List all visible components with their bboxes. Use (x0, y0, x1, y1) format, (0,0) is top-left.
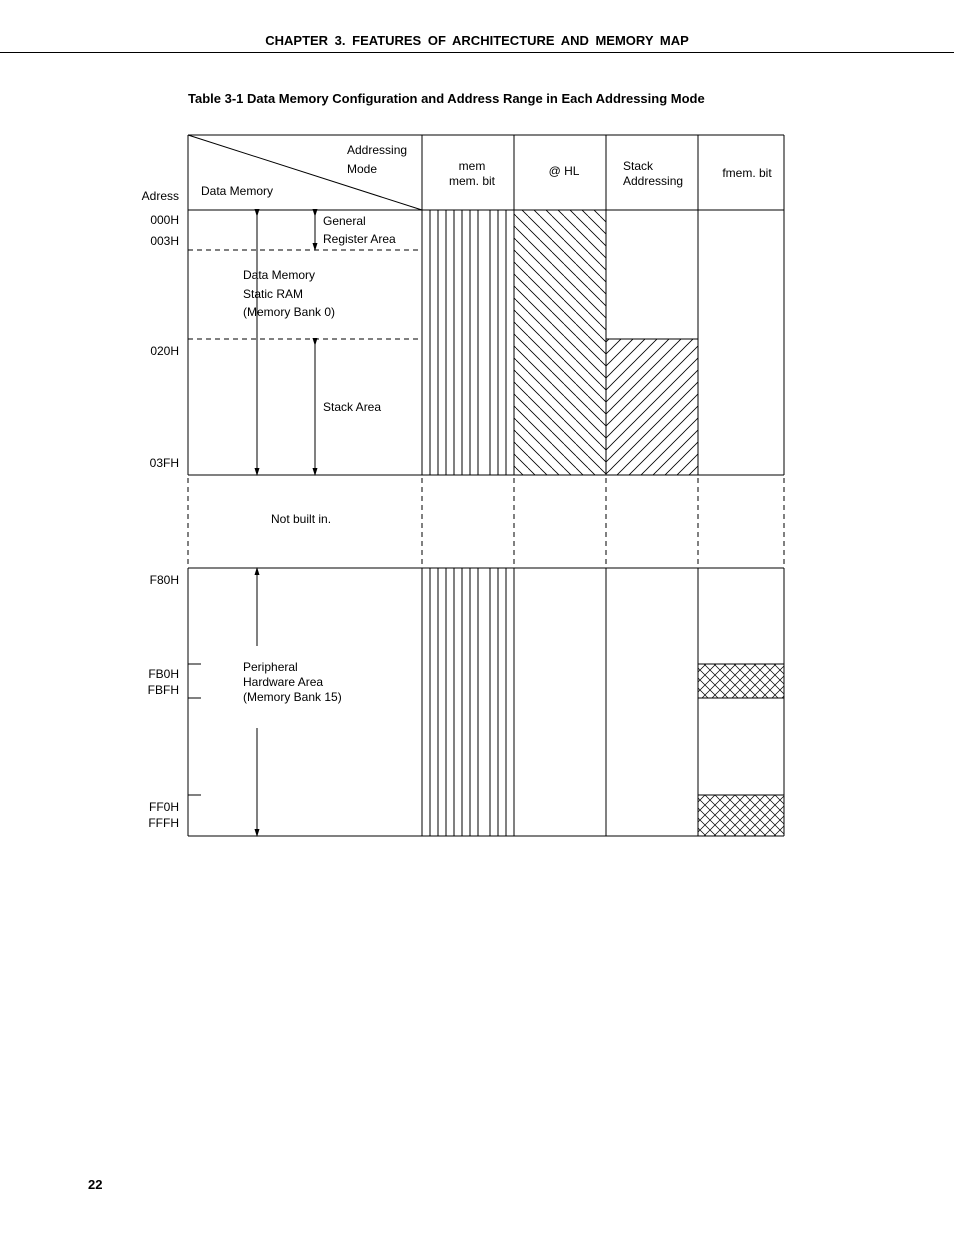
addr-003h: 003H (150, 234, 179, 248)
table-grid (188, 135, 784, 836)
addr-020h: 020H (150, 344, 179, 358)
mem-stripes-bank15 (430, 568, 506, 836)
fmem-hatch-ff0 (698, 795, 784, 836)
peripheral-label-1: Peripheral (243, 660, 298, 674)
addressing-mode-label-2: Mode (347, 162, 378, 176)
data-memory-corner-label: Data Memory (201, 184, 274, 198)
addr-fbfh: FBFH (147, 683, 179, 697)
peripheral-label-3: (Memory Bank 15) (243, 690, 342, 704)
addr-000h: 000H (150, 213, 179, 227)
peripheral-label-2: Hardware Area (243, 675, 324, 689)
col-stack-label-1: Stack (623, 159, 654, 173)
static-ram-label-2: Static RAM (243, 287, 304, 301)
address-heading: Adress (141, 189, 179, 203)
addr-f80h: F80H (149, 573, 179, 587)
not-built-in-label: Not built in. (271, 512, 332, 526)
stack-area-label: Stack Area (323, 400, 382, 414)
col-hl-label: @ HL (548, 164, 580, 178)
addr-fb0h: FB0H (148, 667, 179, 681)
col-mem-label-2: mem. bit (448, 174, 496, 188)
fmem-hatch-fb0 (698, 664, 784, 698)
addressing-mode-label-1: Addressing (347, 143, 408, 157)
static-ram-label-3: (Memory Bank 0) (243, 305, 336, 319)
col-stack-label-2: Addressing (623, 174, 684, 188)
chapter-header: CHAPTER 3. FEATURES OF ARCHITECTURE AND MEMORY MAP (265, 33, 689, 48)
addr-ff0h: FF0H (149, 800, 179, 814)
stack-hatch-area (606, 339, 698, 475)
address-labels (148, 213, 179, 830)
address-ticks (188, 664, 201, 795)
col-fmem-label: fmem. bit (722, 166, 772, 180)
static-ram-label-1: Data Memory (243, 268, 316, 282)
hl-hatch-area (514, 210, 606, 475)
general-register-label-2: Register Area (323, 232, 396, 246)
addr-03fh: 03FH (149, 456, 179, 470)
addr-fffh: FFFH (148, 816, 179, 830)
general-register-label-1: General (323, 214, 366, 228)
col-mem-label-1: mem (458, 159, 486, 173)
page-number: 22 (88, 1177, 103, 1192)
table-caption: Table 3-1 Data Memory Configuration and Address Range in Each Addressing Mode (188, 91, 705, 106)
mem-stripes-bank0 (430, 210, 506, 475)
